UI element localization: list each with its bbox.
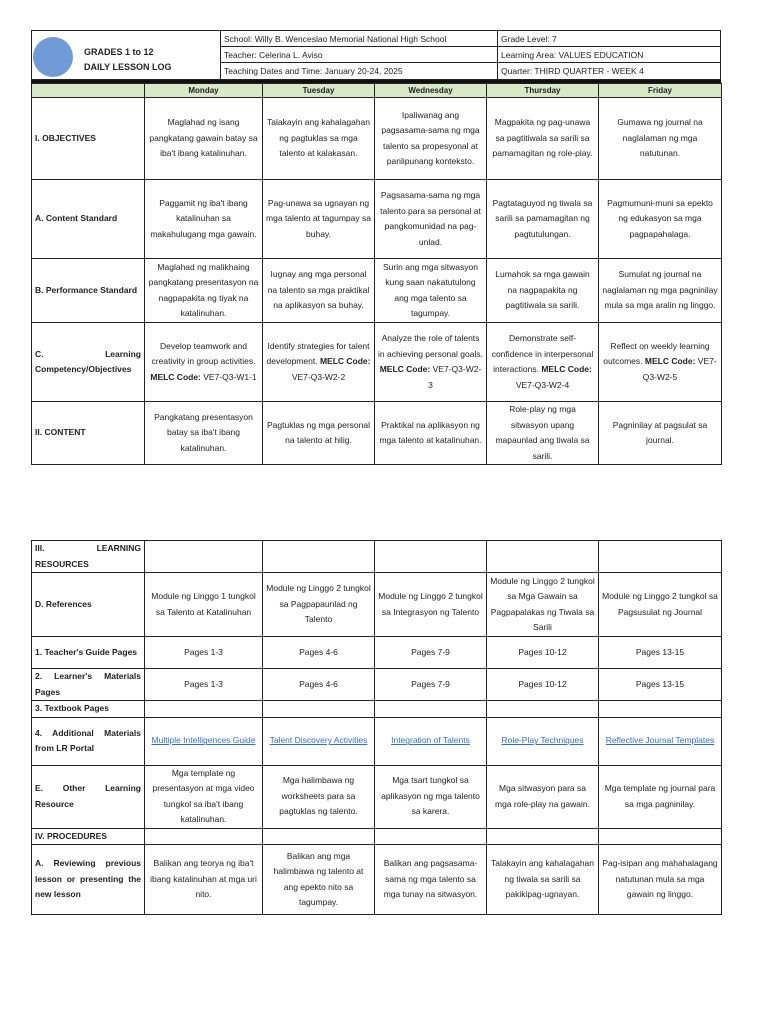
teacher-name: Teacher: Celerina L. Aviso [221, 47, 498, 63]
table-cell [145, 541, 263, 573]
competency-text: Identify strategies for talent development. [266, 340, 370, 367]
lesson-log-table-1 [31, 83, 722, 465]
row-label: B. Performance Standard [32, 259, 145, 323]
competency-text: Analyze the role of talents in achieving personal goals. [378, 333, 483, 359]
table-cell: Ipaliwanag ang pagsasama-sama ng mga talento sa propesyonal at panlipunang konteksto. [375, 98, 487, 180]
melc-code-label: MELC Code: [319, 356, 371, 367]
melc-code: VE7-Q3-W2-2 [291, 371, 346, 382]
table-cell: Talakayin ang kahalagahan ng pagtuklas sa mga talento at kalakasan. [263, 98, 375, 180]
table-cell [145, 701, 263, 718]
row-label: II. CONTENT [32, 402, 145, 465]
row-label: III. LEARNING RESOURCES [32, 541, 145, 573]
learning-resources-row [32, 541, 722, 573]
integration-of-talents-link[interactable]: Integration of Talents [391, 735, 470, 746]
performance-standard-row [32, 259, 722, 323]
reviewing-row [32, 845, 722, 915]
competency-text: Reflect on weekly learning outcomes. [603, 340, 710, 367]
talent-discovery-link[interactable]: Talent Discovery Activities [269, 735, 368, 746]
table-cell [599, 541, 722, 573]
table-cell: Pages 10-12 [487, 669, 599, 701]
table-cell [487, 717, 599, 765]
table-cell: Pages 4-6 [263, 637, 375, 669]
title-line-1: GRADES 1 to 12 [84, 47, 154, 57]
grade-level: Grade Level: 7 [498, 31, 720, 47]
melc-code: VE7-Q3-W2-4 [515, 379, 570, 390]
melc-code: VE7-Q3-W2-3 [428, 364, 482, 390]
melc-code-label: MELC Code: [150, 371, 201, 382]
objectives-row [32, 98, 722, 180]
table-cell [599, 323, 722, 402]
table-cell [375, 541, 487, 573]
table-cell: Role-play ng mga sitwasyon upang mapaunlad ang tiwala sa sarili. [487, 402, 599, 465]
table-cell [375, 701, 487, 718]
table-cell: Mga sitwasyon para sa mga role-play na gawain. [487, 765, 599, 828]
table-cell: Sumulat ng journal na naglalaman ng mga pagninilay mula sa mga aralin ng linggo. [599, 259, 722, 323]
school-name: School: Willy B. Wenceslao Memorial National High School [221, 31, 498, 47]
teaching-dates: Teaching Dates and Time: January 20-24, 2025 [221, 63, 498, 79]
header-block [31, 30, 721, 80]
table-cell: Lumahok sa mga gawain na nagpapakita ng pagtitiwala sa sarili. [487, 259, 599, 323]
table-cell: Pages 7-9 [375, 637, 487, 669]
procedures-row [32, 828, 722, 845]
table-cell: Mga tsart tungkol sa aplikasyon ng mga talento sa karera. [375, 765, 487, 828]
table-cell: Pagninilay at pagsulat sa journal. [599, 402, 722, 465]
learners-materials-row [32, 669, 722, 701]
row-label: E. Other Learning Resource [32, 765, 145, 828]
table-cell: Pag-unawa sa ugnayan ng mga talento at tagumpay sa buhay. [263, 180, 375, 259]
table-cell: Pages 4-6 [263, 669, 375, 701]
table-cell: Mga template ng journal para sa mga pagninilay. [599, 765, 722, 828]
melc-code: VE7-Q3-W1-1 [203, 371, 257, 382]
table-cell [487, 541, 599, 573]
title-line-2: DAILY LESSON LOG [84, 62, 172, 72]
corner-cell [32, 84, 145, 98]
table-cell: Module ng Linggo 2 tungkol sa Integrasyon ng Talento [375, 573, 487, 637]
table-cell [263, 541, 375, 573]
row-label: 3. Textbook Pages [32, 701, 145, 718]
table-cell: Module ng Linggo 2 tungkol sa Mga Gawain sa Pagpapalakas ng Tiwala sa Sarili [487, 573, 599, 637]
table-cell [599, 828, 722, 845]
competency-text: Demonstrate self-confidence in interpersonal interactions. [491, 333, 594, 374]
content-standard-row [32, 180, 722, 259]
table-cell: Surin ang mga sitwasyon kung saan nakatutulong ang mga talento sa tagumpay. [375, 259, 487, 323]
table-cell [263, 701, 375, 718]
table-cell [375, 323, 487, 402]
table-cell: Pangkatang presentasyon batay sa iba't ibang katalinuhan. [145, 402, 263, 465]
table-cell [487, 323, 599, 402]
row-label: A. Content Standard [32, 180, 145, 259]
competency-text: Develop teamwork and creativity in group activities. [151, 340, 256, 367]
competency-row [32, 323, 722, 402]
content-row [32, 402, 722, 465]
table-cell: Balikan ang teorya ng iba't ibang katalinuhan at mga uri nito. [145, 845, 263, 915]
role-play-techniques-link[interactable]: Role-Play Techniques [501, 735, 584, 746]
lesson-log-table-2 [31, 540, 722, 915]
table-cell: Maglahad ng isang pangkatang gawain batay sa iba't ibang katalinuhan. [145, 98, 263, 180]
multiple-intelligences-link[interactable]: Multiple Intelligences Guide [151, 735, 256, 746]
table-cell: Pagmumuni-muni sa epekto ng edukasyon sa mga pagpapahalaga. [599, 180, 722, 259]
melc-code-label: MELC Code: [644, 356, 696, 367]
table-cell: Magpakita ng pag-unawa sa pagtitiwala sa sarili sa pamamagitan ng role-play. [487, 98, 599, 180]
table-cell [375, 828, 487, 845]
table-cell: Pages 1-3 [145, 637, 263, 669]
day-header: Wednesday [375, 84, 487, 98]
school-logo [33, 37, 73, 77]
melc-code-label: MELC Code: [541, 364, 592, 374]
day-header: Friday [599, 84, 722, 98]
row-label: I. OBJECTIVES [32, 98, 145, 180]
table-cell [145, 323, 263, 402]
table-cell [263, 717, 375, 765]
table-cell: Balikan ang mga halimbawa ng talento at ang epekto nito sa tagumpay. [263, 845, 375, 915]
table-cell: Pages 10-12 [487, 637, 599, 669]
table-cell: Iugnay ang mga personal na talento sa mga praktikal na aplikasyon sa buhay. [263, 259, 375, 323]
table-cell: Paggamit ng iba't ibang katalinuhan sa makahulugang mga gawain. [145, 180, 263, 259]
table-cell: Gumawa ng journal na naglalaman ng mga natutunan. [599, 98, 722, 180]
table-cell [375, 717, 487, 765]
additional-materials-row [32, 717, 722, 765]
document-title [84, 45, 172, 75]
teachers-guide-row [32, 637, 722, 669]
table-cell: Pages 7-9 [375, 669, 487, 701]
row-label: 1. Teacher's Guide Pages [32, 637, 145, 669]
day-header: Thursday [487, 84, 599, 98]
references-row [32, 573, 722, 637]
table-cell: Pages 13-15 [599, 669, 722, 701]
table-cell: Balikan ang pagsasama-sama ng mga talento sa mga tunay na sitwasyon. [375, 845, 487, 915]
day-header: Tuesday [263, 84, 375, 98]
melc-code: VE7-Q3-W2-5 [642, 356, 717, 382]
table-cell [487, 701, 599, 718]
table-cell: Mga template ng presentasyon at mga video tungkol sa iba't ibang katalinuhan. [145, 765, 263, 828]
table-cell: Pagsasama-sama ng mga talento para sa personal at pangkomunidad na pag-unlad. [375, 180, 487, 259]
row-label: 4. Additional Materials from LR Portal [32, 717, 145, 765]
table-cell: Pagtuklas ng mga personal na talento at hilig. [263, 402, 375, 465]
table-cell: Pag-isipan ang mahahalagang natutunan mula sa mga gawain ng linggo. [599, 845, 722, 915]
day-header: Monday [145, 84, 263, 98]
table-cell: Module ng Linggo 2 tungkol sa Pagsusulat ng Journal [599, 573, 722, 637]
row-label: C. Learning Competency/Objectives [32, 323, 145, 402]
table-cell: Maglahad ng malikhaing pangkatang presentasyon na nagpapakita ng tiyak na katalinuhan. [145, 259, 263, 323]
reflective-journal-link[interactable]: Reflective Journal Templates [605, 735, 715, 746]
table-cell [599, 701, 722, 718]
table-cell [145, 828, 263, 845]
table-cell [599, 717, 722, 765]
table-cell [487, 828, 599, 845]
table-cell [145, 717, 263, 765]
melc-code-label: MELC Code: [379, 364, 431, 374]
table-cell: Pages 13-15 [599, 637, 722, 669]
table-cell: Module ng Linggo 1 tungkol sa Talento at Katalinuhan [145, 573, 263, 637]
other-resources-row [32, 765, 722, 828]
table-cell: Talakayin ang kahalagahan ng tiwala sa sarili sa pakikipag-ugnayan. [487, 845, 599, 915]
table-cell [263, 323, 375, 402]
header-title-area [32, 31, 221, 79]
learning-area: Learning Area: VALUES EDUCATION [498, 47, 720, 63]
table-cell [263, 828, 375, 845]
table-cell: Praktikal na aplikasyon ng mga talento at katalinuhan. [375, 402, 487, 465]
quarter: Quarter: THIRD QUARTER - WEEK 4 [501, 66, 644, 76]
header-info-grid [221, 31, 720, 79]
table-cell: Pages 1-3 [145, 669, 263, 701]
row-label: 2. Learner's Materials Pages [32, 669, 145, 701]
day-header-row [32, 84, 722, 98]
row-label: D. References [32, 573, 145, 637]
textbook-row [32, 701, 722, 718]
table-cell: Mga halimbawa ng worksheets para sa pagtuklas ng talento. [263, 765, 375, 828]
table-cell: Module ng Linggo 2 tungkol sa Pagpapaunlad ng Talento [263, 573, 375, 637]
table-cell: Pagtataguyod ng tiwala sa sarili sa pamamagitan ng pagtutulungan. [487, 180, 599, 259]
row-label: A. Reviewing previous lesson or presenting the new lesson [32, 845, 145, 915]
row-label: IV. PROCEDURES [32, 828, 145, 845]
